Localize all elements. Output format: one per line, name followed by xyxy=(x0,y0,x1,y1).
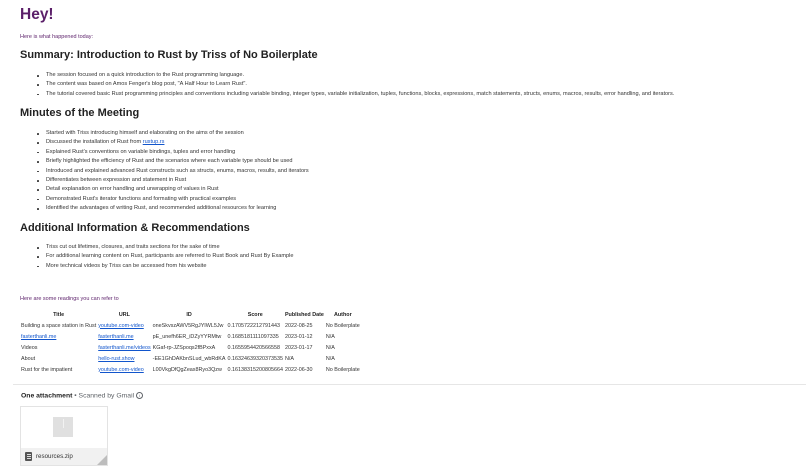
intro-text: Here is what happened today: xyxy=(20,34,94,40)
cell-author: N/A xyxy=(325,344,335,351)
cell-score: 0.1685181111097335 xyxy=(227,333,279,340)
rustup-link[interactable]: rustup.rs xyxy=(142,139,165,146)
column-header-url: URL xyxy=(118,312,130,318)
cell-title: Videos xyxy=(21,344,38,351)
cell-url-link[interactable]: fasterthanli.me/videos xyxy=(98,344,151,351)
minutes-item: Demonstrated Rust's iterator functions and formating with practical examples xyxy=(46,195,309,204)
cell-date: 2022-08-25 xyxy=(284,322,313,329)
cell-date: 2023-01-12 xyxy=(284,333,313,340)
table-header-row xyxy=(20,310,361,320)
attachments-header xyxy=(21,392,143,399)
minutes-item-text: Discussed the installation of Rust from xyxy=(46,139,143,146)
cell-author: N/A xyxy=(325,355,335,362)
readings-intro: Here are some readings you can refer to xyxy=(20,296,119,302)
summary-heading: Summary: Introduction to Rust by Triss of No Boilerplate xyxy=(20,49,318,61)
readings-table xyxy=(20,310,361,375)
cell-id: KGaf-rp-JZSpoqs2fBPxxA xyxy=(152,344,216,351)
cell-score: 0.1705722212791443 xyxy=(227,322,280,329)
summary-item: The content was based on Amos Fenger's blog post, "A Half Hour to Learn Rust". xyxy=(46,80,674,89)
cell-author: N/A xyxy=(325,333,335,340)
attachment-file-name: resources.zip xyxy=(36,453,73,460)
attachments-divider xyxy=(13,384,806,385)
attachment-footer xyxy=(21,448,107,465)
column-header-id: ID xyxy=(186,312,192,318)
minutes-list xyxy=(36,129,309,214)
additional-item: For additional learning content on Rust, participants are referred to Rust Book and Rust By Example xyxy=(46,252,294,261)
cell-id: pE_unefh6ER_iDZyYYRMtw xyxy=(152,333,222,340)
archive-file-icon xyxy=(25,452,32,461)
cell-url-link[interactable]: youtube.com-video xyxy=(98,366,144,373)
scanned-by-gmail-label: Scanned by Gmail xyxy=(78,392,135,400)
column-header-published-date: Published Date xyxy=(284,312,324,318)
minutes-item: Differentiates between expression and statement in Rust xyxy=(46,176,309,185)
minutes-item: Identified the advantages of writing Rust, and recommended additional resources for learning xyxy=(46,204,309,213)
cell-title: Building a space station in Rust xyxy=(21,322,97,329)
greeting-heading: Hey! xyxy=(20,6,54,23)
table-row xyxy=(20,342,361,353)
column-header-score: Score xyxy=(247,312,263,318)
cell-url-link[interactable]: fasterthanli.me xyxy=(98,333,134,340)
zip-preview-icon xyxy=(53,417,73,437)
table-row xyxy=(20,331,361,342)
info-icon[interactable]: i xyxy=(136,392,143,399)
minutes-item: Started with Triss introducing himself and elaborating on the aims of the session xyxy=(46,129,309,138)
cell-id: oneSkvszAWV5RgJYIWL5Jw xyxy=(152,322,224,329)
summary-item: The tutorial covered basic Rust programming principles and conventions including variable binding, integer types, variable initialization, tuples, functions, blocks, expressions, match statements, structs, enums, macros, results, error handling, and iterators. xyxy=(46,90,674,99)
separator-dot: • xyxy=(74,392,77,400)
column-header-title: Title xyxy=(53,312,65,318)
corner-fold-icon xyxy=(97,455,107,465)
column-header-author: Author xyxy=(334,312,352,318)
minutes-item xyxy=(46,138,309,147)
cell-author: No Boilerplate xyxy=(325,322,360,329)
table-row xyxy=(20,353,361,364)
minutes-heading: Minutes of the Meeting xyxy=(20,107,140,119)
cell-title: Rust for the impatient xyxy=(21,366,73,373)
minutes-item: Explained Rust's conventions on variable bindings, tuples and error handling xyxy=(46,148,309,157)
minutes-item: Introduced and explained advanced Rust constructs such as structs, enums, macros, results, and iterators xyxy=(46,167,309,176)
cell-id: L00VkgDfQgZeax8Ryo3Qzw xyxy=(152,366,222,373)
additional-item: Triss cut out lifetimes, closures, and traits sections for the sake of time xyxy=(46,243,294,252)
cell-date: 2022-06-30 xyxy=(284,366,313,373)
additional-item: More technical videos by Triss can be accessed from his website xyxy=(46,262,294,271)
summary-list xyxy=(36,71,674,99)
cell-score: 0.1655954420566558 xyxy=(227,344,280,351)
table-row xyxy=(20,320,361,331)
attachment-count: One attachment xyxy=(21,392,73,400)
minutes-item: Detail explanation on error handling and unwrapping of values in Rust xyxy=(46,185,309,194)
cell-date: 2023-01-17 xyxy=(284,344,313,351)
cell-url-link[interactable]: hello-rust.show xyxy=(98,355,135,362)
additional-list xyxy=(36,243,294,271)
cell-score: 0.16138315200805664 xyxy=(227,366,283,373)
additional-heading: Additional Information & Recommendations xyxy=(20,222,250,234)
cell-url-link[interactable]: youtube.com-video xyxy=(98,322,144,329)
cell-author: No Boilerplate xyxy=(325,366,360,373)
table-row xyxy=(20,364,361,375)
summary-item: The session focused on a quick introduction to the Rust programming language. xyxy=(46,71,674,80)
cell-score: 0.16324639320373535 xyxy=(227,355,283,362)
cell-date: N/A xyxy=(284,355,294,362)
cell-title-link[interactable]: fasterthanli.me xyxy=(21,333,57,340)
attachment-card[interactable] xyxy=(20,406,108,466)
minutes-item: Briefly highlighted the efficiency of Rust and the scenarios where each variable type should be used xyxy=(46,157,309,166)
cell-id: -EE1GhDAKbnSLud_wbRdKA xyxy=(152,355,226,362)
cell-title: About xyxy=(21,355,36,362)
